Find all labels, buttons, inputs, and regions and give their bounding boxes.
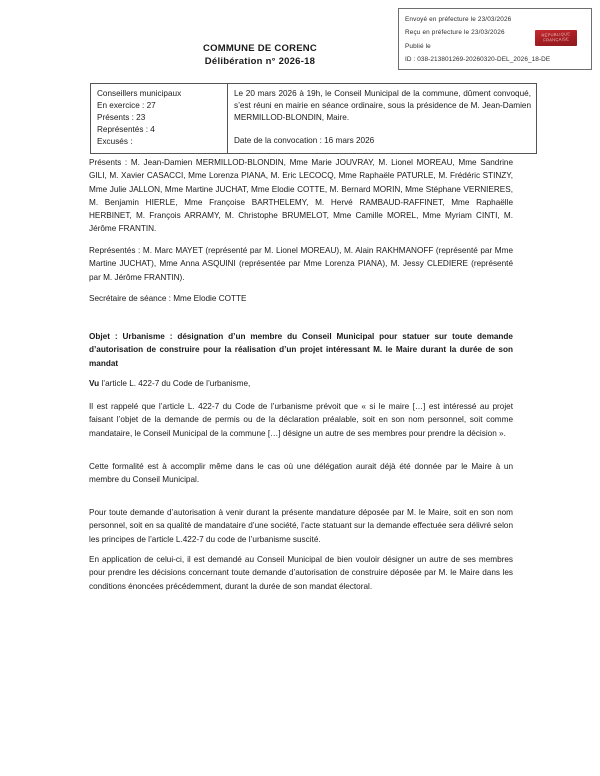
session-description: Le 20 mars 2026 à 19h, le Conseil Municipal de la commune, dûment convoqué, s’est réuni en mairie en séance ordinaire, sous la présidence de M. Jean-Damien MERMILLOD-BLONDIN, Maire. [234,89,531,123]
representes-names: M. Marc MAYET (représenté par M. Lionel MOREAU), M. Alain RAKHMANOFF (représenté par Mme Martine JUCHAT), Mme Anna ASQUINI (représentée par Mme Lorenza PIANA), M. Jessy CLEDIERE (représenté par M. Jérôme FRANTIN). [89,246,514,282]
stamp-label: RÉPUBLIQUE FRANÇAISE [541,31,571,43]
prefecture-sent-line: Envoyé en préfecture le 23/03/2026 [405,16,512,23]
council-info-table [90,83,537,154]
table-row [91,84,537,154]
deliberation-number: Délibération n° 2026-18 [204,56,316,67]
council-excuses: Excusés : [97,137,133,147]
prefecture-received-line: Reçu en préfecture le 23/03/2026 [405,29,505,37]
prefecture-published-line: Publié le [405,42,431,50]
application-paragraph: En application de celui-ci, il est demandé au Conseil Municipal de bien vouloir désigner un autre de ses membres pour prendre les décisions concernant toute demande d’autorisation de construire déposée par M. le Maire dans les conditions énoncées précédemment, durant la durée de son mandat électoral. [89,555,513,591]
vu-text: l’article L. 422-7 du Code de l’urbanisme, [99,379,251,388]
council-en-exercice: En exercice : 27 [97,101,156,111]
formalite-paragraph: Cette formalité est à accomplir même dans le cas où une délégation aurait déjà été donnée par le Maire à un membre du Conseil Municipal. [89,462,513,485]
vu-label: Vu [89,379,100,388]
council-presents: Présents : 23 [97,113,146,123]
prefecture-id-line: ID : 038-213801269-20260320-DEL_2026_18-DE [405,56,551,64]
vu-paragraph [89,377,513,390]
representes-label: Représentés : [89,246,143,255]
council-counts-cell [91,84,228,154]
council-title: Conseillers municipaux [97,89,182,98]
secretary-line: Secrétaire de séance : Mme Elodie COTTE [89,294,247,303]
rappel-paragraph: Il est rappelé que l’article L. 422-7 du Code de l’urbanisme prévoit que « si le maire […] est intéressé au projet faisant l’objet de la demande de permis ou de la déclaration préalable, soit en son nom personnel, soit comme mandataire, le Conseil Municipal de la commune […] désigne un autre de ses membres pour prendre la décision ». [89,402,513,438]
council-representes: Représentés : 4 [97,125,155,135]
republique-francaise-stamp-icon [535,30,577,46]
cell-spacer [234,124,531,135]
objet-paragraph: Objet : Urbanisme : désignation d’un membre du Conseil Municipal pour statuer sur toute demande d’autorisation de construire pour la réalisation d’un projet intéressant M. le Maire durant la durée de son mandat [89,332,513,368]
presents-paragraph [89,156,513,236]
presents-names: M. Jean-Damien MERMILLOD-BLONDIN, Mme Marie JOUVRAY, M. Lionel MOREAU, Mme Sandrine GILI, M. Xavier CASACCI, Mme Lorenza PIANA, M. Eric LECOCQ, Mme Raphaële PATURLE, M. Frédéric STINZY, Mme Julie JALLON, Mme Martine JUCHAT, Mme Elodie COTTE, M. Bernard MORIN, Mme Stéphane VERNIERES, M. Benjamin HIERLE, Mme Françoise BARTHELEMY, M. Hervé RAMBAUD-RAFFINET, Mme Raphaëlle HERBINET, M. François ARRAMY, M. Christophe BRUMELOT, Mme Camille MOREL, Mme Myriam CINTI, M. Jérôme FRANTIN. [89,158,514,234]
demande-paragraph: Pour toute demande d’autorisation à venir durant la présente mandature déposée par M. le Maire, soit en son nom personnel, soit en sa qualité de mandataire d’une société, l’acte statuant sur la demande effectuée sera délivré selon les principes de l’article L.422-7 du code de l’urbanisme suscité. [89,508,513,544]
page-title: COMMUNE DE CORENC [202,43,318,54]
session-details-cell [228,84,537,154]
representes-paragraph [89,244,513,284]
presents-label: Présents : [89,158,131,167]
convocation-date: Date de la convocation : 16 mars 2026 [234,136,375,146]
